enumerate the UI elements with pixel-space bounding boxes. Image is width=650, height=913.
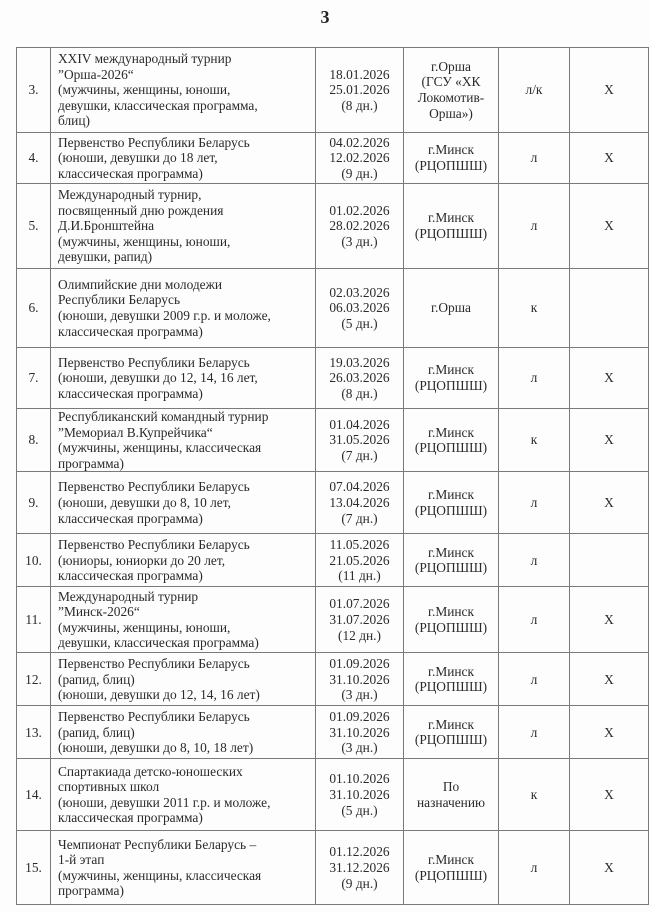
event-name-line: классическая программа) xyxy=(58,385,203,401)
event-dates-line: (11 дн.) xyxy=(338,568,381,584)
event-dates-line: 18.01.2026 xyxy=(329,66,390,82)
event-venue-line: (РЦОПШШ) xyxy=(414,619,488,635)
event-dates-line: 11.05.2026 xyxy=(329,536,390,552)
event-name-line: Первенство Республики Беларусь xyxy=(58,536,250,552)
event-mark: X xyxy=(570,472,649,534)
event-dates-line: 01.04.2026 xyxy=(329,416,390,432)
event-venue xyxy=(404,269,499,348)
event-venue-line: (РЦОПШШ) xyxy=(414,158,488,173)
event-dates-line: 13.04.2026 xyxy=(329,495,390,511)
event-venue-line: г.Минск xyxy=(427,487,475,503)
event-name-line: (мужчины, женщины, юноши, xyxy=(58,233,231,249)
event-name-line: (юноши, девушки 2011 г.р. и моложе, xyxy=(58,794,271,810)
event-venue-line: г.Минск xyxy=(427,663,475,679)
event-venue-line: (РЦОПШШ) xyxy=(414,502,488,518)
event-name-line: девушки, рапид) xyxy=(58,249,153,265)
event-dates-line: 31.10.2026 xyxy=(329,787,390,803)
event-name xyxy=(51,269,316,348)
event-dates xyxy=(316,653,404,706)
event-dates-line: 31.10.2026 xyxy=(329,724,390,740)
event-dates-line: (7 дн.) xyxy=(341,510,378,526)
event-dates xyxy=(316,269,404,348)
event-venue-line: (РЦОПШШ) xyxy=(414,226,488,241)
event-dates-line: 19.03.2026 xyxy=(329,354,390,370)
event-name-line: Первенство Республики Беларусь xyxy=(58,655,250,671)
event-name xyxy=(51,587,316,653)
row-number: 11. xyxy=(17,587,51,653)
event-dates xyxy=(316,48,404,133)
event-venue xyxy=(404,184,499,269)
event-dates-line: 31.07.2026 xyxy=(329,612,390,628)
event-category: л xyxy=(499,133,570,184)
event-dates-line: 21.05.2026 xyxy=(329,552,390,568)
event-name xyxy=(51,706,316,759)
event-dates-line: 31.10.2026 xyxy=(329,671,390,687)
event-dates xyxy=(316,706,404,759)
event-venue-line: (РЦОПШШ) xyxy=(414,378,488,393)
event-venue-line: (РЦОПШШ) xyxy=(414,560,488,576)
table-row xyxy=(17,348,649,409)
event-name-line: классическая программа) xyxy=(58,568,203,584)
event-venue-line: (ГСУ «ХК xyxy=(421,74,481,90)
event-name xyxy=(51,759,316,831)
event-venue xyxy=(404,133,499,184)
event-name-line: Международный турнир xyxy=(58,588,199,604)
event-name-line: (мужчины, женщины, классическая xyxy=(58,867,262,883)
event-name xyxy=(51,653,316,706)
table-row xyxy=(17,269,649,348)
event-name-line: блиц) xyxy=(58,113,90,129)
event-venue-line: г.Минск xyxy=(427,424,475,440)
event-name xyxy=(51,831,316,905)
event-name-line: 1-й этап xyxy=(58,852,105,868)
event-venue xyxy=(404,348,499,409)
event-category: л xyxy=(499,831,570,905)
event-name xyxy=(51,133,316,184)
event-category: л xyxy=(499,348,570,409)
table-row xyxy=(17,409,649,472)
event-dates-line: (8 дн.) xyxy=(341,97,378,113)
event-name-line: XXIV международный турнир xyxy=(58,51,232,67)
event-venue-line: г.Минск xyxy=(427,210,475,226)
event-name xyxy=(51,409,316,472)
event-name-line: (мужчины, женщины, классическая xyxy=(58,440,262,456)
event-dates-line: (5 дн.) xyxy=(341,802,378,818)
event-name-line: (юноши, девушки 2009 г.р. и моложе, xyxy=(58,308,271,323)
event-venue-line: (РЦОПШШ) xyxy=(414,867,488,883)
event-venue xyxy=(404,48,499,133)
event-name-line: Первенство Республики Беларусь xyxy=(58,134,250,150)
row-number: 8. xyxy=(17,409,51,472)
event-venue xyxy=(404,472,499,534)
row-number: 14. xyxy=(17,759,51,831)
event-name-line: (мужчины, женщины, юноши, xyxy=(58,82,231,98)
tournament-schedule-table xyxy=(16,47,649,905)
event-dates-line: 01.12.2026 xyxy=(329,844,390,860)
event-name-line: ”Мемориал В.Купрейчика“ xyxy=(58,424,213,440)
table-row xyxy=(17,472,649,534)
event-mark: X xyxy=(570,759,649,831)
event-category: л xyxy=(499,653,570,706)
event-name xyxy=(51,472,316,534)
page-number: 3 xyxy=(320,7,330,27)
event-mark: X xyxy=(570,133,649,184)
event-name-line: программа) xyxy=(58,455,124,471)
event-name-line: Первенство Республики Беларусь xyxy=(58,354,250,370)
event-category: л xyxy=(499,534,570,587)
event-dates-line: 28.02.2026 xyxy=(329,218,390,234)
event-venue-line: назначению xyxy=(417,794,485,810)
event-category: к xyxy=(499,269,570,348)
event-name xyxy=(51,48,316,133)
event-name-line: (юниоры, юниорки до 20 лет, xyxy=(58,552,226,568)
event-name-line: Спартакиада детско-юношеских xyxy=(58,763,243,779)
event-name-line: (юноши, девушки до 12, 14, 16 лет) xyxy=(58,687,260,703)
event-name-line: (юноши, девушки до 18 лет, xyxy=(58,150,218,166)
event-venue-line: г.Минск xyxy=(427,362,475,378)
event-name-line: ”Минск-2026“ xyxy=(58,604,140,620)
event-venue xyxy=(404,759,499,831)
event-dates-line: (12 дн.) xyxy=(338,627,381,643)
event-venue xyxy=(404,409,499,472)
event-mark: X xyxy=(570,184,649,269)
event-name-line: классическая программа) xyxy=(58,323,203,339)
row-number: 6. xyxy=(17,269,51,348)
event-category: к xyxy=(499,759,570,831)
event-mark: X xyxy=(570,706,649,759)
event-venue xyxy=(404,653,499,706)
event-name-line: Республики Беларусь xyxy=(58,292,181,308)
event-name-line: Олимпийские дни молодежи xyxy=(58,276,223,292)
event-dates-line: 01.07.2026 xyxy=(329,596,390,612)
event-mark: X xyxy=(570,653,649,706)
row-number: 3. xyxy=(17,48,51,133)
event-venue-line: Орша») xyxy=(429,105,473,121)
table-row xyxy=(17,534,649,587)
event-name xyxy=(51,348,316,409)
table-row xyxy=(17,706,649,759)
table-row xyxy=(17,759,649,831)
event-dates-line: (7 дн.) xyxy=(341,447,378,463)
event-name-line: (мужчины, женщины, юноши, xyxy=(58,619,231,635)
event-name-line: девушки, классическая программа, xyxy=(58,97,258,113)
event-name-line: (юноши, девушки до 12, 14, 16 лет, xyxy=(58,370,258,386)
event-dates-line: 01.02.2026 xyxy=(329,202,390,218)
event-venue xyxy=(404,587,499,653)
event-name-line: спортивных школ xyxy=(58,779,160,795)
event-dates-line: (9 дн.) xyxy=(341,875,378,891)
event-dates-line: (3 дн.) xyxy=(341,740,378,756)
event-mark xyxy=(570,534,649,587)
event-venue-line: (РЦОПШШ) xyxy=(414,732,488,748)
event-venue-line: (РЦОПШШ) xyxy=(414,440,488,456)
event-dates-line: 01.10.2026 xyxy=(329,771,390,787)
table-row xyxy=(17,587,649,653)
row-number: 5. xyxy=(17,184,51,269)
event-dates-line: 04.02.2026 xyxy=(329,134,390,150)
event-venue xyxy=(404,534,499,587)
event-dates-line: 01.09.2026 xyxy=(329,655,390,671)
table-row xyxy=(17,48,649,133)
table-row xyxy=(17,133,649,184)
event-mark: X xyxy=(570,831,649,905)
event-name-line: посвященный дню рождения xyxy=(58,202,224,218)
event-dates-line: (9 дн.) xyxy=(341,165,378,181)
event-venue-line: Локомотив- xyxy=(417,90,485,105)
event-name-line: Первенство Республики Беларусь xyxy=(58,708,250,724)
event-category: л xyxy=(499,184,570,269)
event-category: л xyxy=(499,706,570,759)
event-dates-line: 25.01.2026 xyxy=(329,82,390,98)
event-name-line: Международный турнир, xyxy=(58,187,202,203)
event-name-line: классическая программа) xyxy=(58,510,203,526)
event-venue-line: г.Минск xyxy=(427,716,475,732)
event-category: л xyxy=(499,472,570,534)
event-dates-line: (8 дн.) xyxy=(341,385,378,401)
event-venue xyxy=(404,831,499,905)
event-venue-line: г.Минск xyxy=(427,852,475,868)
event-name-line: Д.И.Бронштейна xyxy=(58,218,155,234)
row-number: 15. xyxy=(17,831,51,905)
event-dates-line: (3 дн.) xyxy=(341,233,378,249)
event-dates xyxy=(316,759,404,831)
event-name-line: классическая программа) xyxy=(58,165,203,181)
event-venue-line: г.Минск xyxy=(427,604,475,620)
table-row xyxy=(17,184,649,269)
event-mark: X xyxy=(570,587,649,653)
event-category: л/к xyxy=(499,48,570,133)
event-dates xyxy=(316,348,404,409)
event-name xyxy=(51,534,316,587)
table-row xyxy=(17,653,649,706)
event-venue-line: г.Орша xyxy=(431,58,471,74)
event-name-line: (рапид, блиц) xyxy=(58,671,135,687)
event-name xyxy=(51,184,316,269)
event-dates-line: 31.05.2026 xyxy=(329,432,390,448)
table-row xyxy=(17,831,649,905)
event-mark: X xyxy=(570,48,649,133)
event-name-line: (юноши, девушки до 8, 10, 18 лет) xyxy=(58,740,254,756)
event-name-line: Республиканский командный турнир xyxy=(58,409,269,424)
event-dates xyxy=(316,534,404,587)
event-dates xyxy=(316,587,404,653)
event-name-line: Чемпионат Республики Беларусь – xyxy=(58,836,257,852)
event-category: л xyxy=(499,587,570,653)
event-dates-line: 07.04.2026 xyxy=(329,479,390,495)
event-venue-line: (РЦОПШШ) xyxy=(414,679,488,695)
event-dates-line: (3 дн.) xyxy=(341,687,378,703)
event-mark: X xyxy=(570,348,649,409)
event-dates xyxy=(316,133,404,184)
event-dates-line: 02.03.2026 xyxy=(329,284,390,300)
event-dates xyxy=(316,184,404,269)
event-mark: X xyxy=(570,409,649,472)
event-name-line: ”Орша-2026“ xyxy=(58,66,134,82)
event-venue-line: г.Орша xyxy=(431,300,471,316)
event-dates-line: 31.12.2026 xyxy=(329,860,390,876)
row-number: 13. xyxy=(17,706,51,759)
event-venue-line: По xyxy=(442,779,460,795)
event-name-line: (юноши, девушки до 8, 10 лет, xyxy=(58,495,231,511)
event-dates-line: 12.02.2026 xyxy=(329,150,390,166)
event-category: к xyxy=(499,409,570,472)
event-venue xyxy=(404,706,499,759)
event-mark xyxy=(570,269,649,348)
event-name-line: Первенство Республики Беларусь xyxy=(58,479,250,495)
row-number: 12. xyxy=(17,653,51,706)
event-dates xyxy=(316,831,404,905)
event-dates-line: 01.09.2026 xyxy=(329,708,390,724)
event-dates-line: 26.03.2026 xyxy=(329,370,390,386)
event-dates-line: 06.03.2026 xyxy=(329,300,390,316)
event-name-line: девушки, классическая программа) xyxy=(58,635,259,651)
event-dates-line: (5 дн.) xyxy=(341,315,378,331)
row-number: 10. xyxy=(17,534,51,587)
event-name-line: (рапид, блиц) xyxy=(58,724,135,740)
event-name-line: программа) xyxy=(58,883,124,899)
event-venue-line: г.Минск xyxy=(427,544,475,560)
event-dates xyxy=(316,409,404,472)
row-number: 9. xyxy=(17,472,51,534)
row-number: 4. xyxy=(17,133,51,184)
event-venue-line: г.Минск xyxy=(427,142,475,158)
event-dates xyxy=(316,472,404,534)
row-number: 7. xyxy=(17,348,51,409)
event-name-line: классическая программа) xyxy=(58,810,203,826)
